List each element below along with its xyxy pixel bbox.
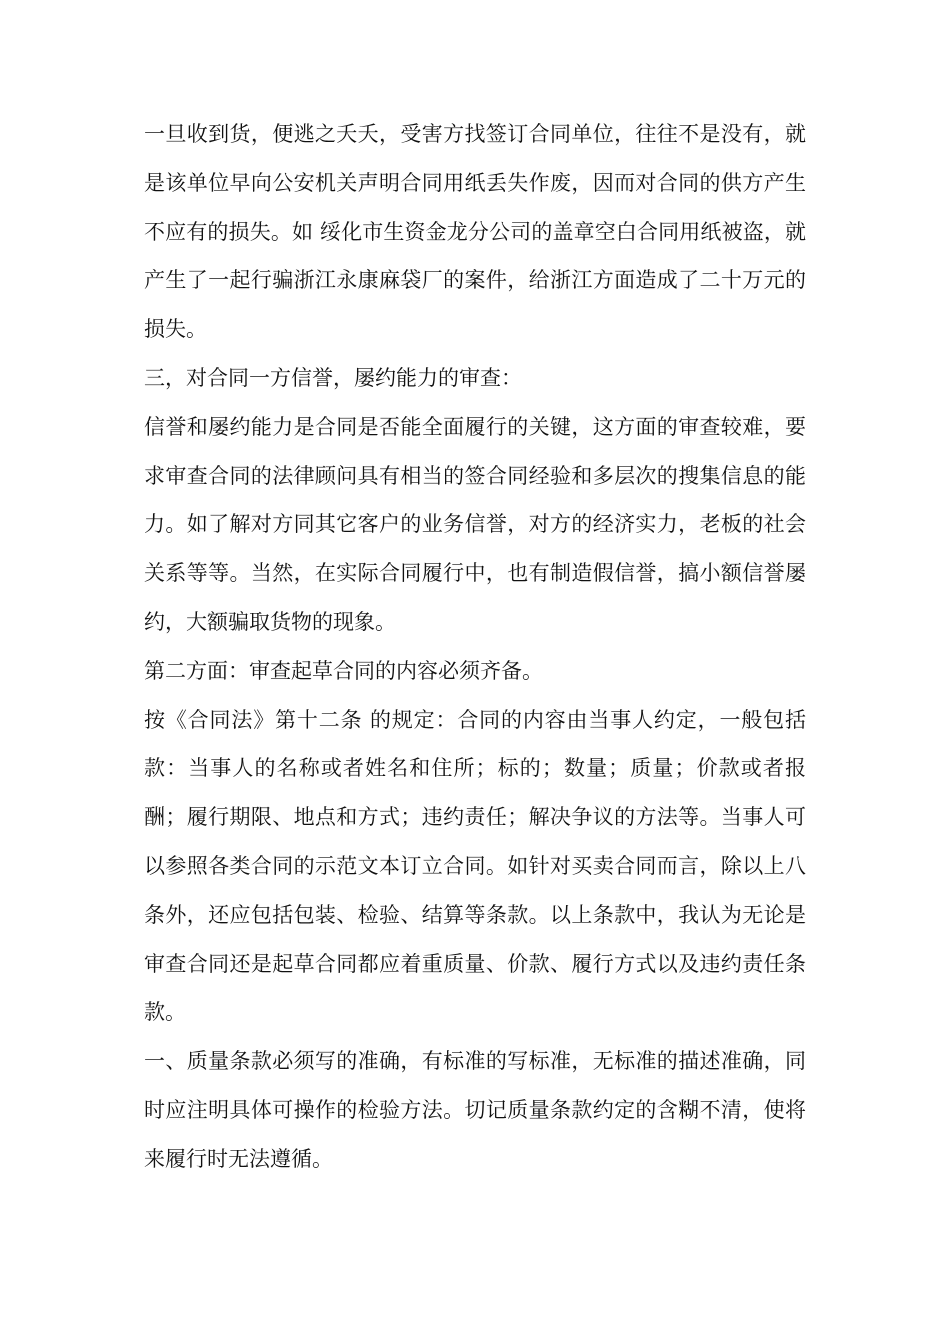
paragraph-quality-clause: 一、质量条款必须写的准确，有标准的写标准，无标准的描述准确，同时应注明具体可操作的检验方法。切记质量条款约定的含糊不清，使将来履行时无法遵循。: [144, 1049, 806, 1171]
paragraph-heading-credit-review: 三，对合同一方信誉，屡约能力的审查：: [144, 365, 522, 390]
paragraph-contract-law-article: 按《合同法》第十二条 的规定：合同的内容由当事人约定，一般包括款：当事人的名称或者姓名和住所；标的；数量；质量；价款或者报酬；履行期限、地点和方式；违约责任；解决争议的方法等。当事人可以参照各类合同的示范文本订立合同。如针对买卖合同而言，除以上八条外，还应包括包装、检验、结算等条款。以上条款中，我认为无论是审查合同还是起草合同都应着重质量、价款、履行方式以及违约责任条款。: [144, 707, 806, 1025]
paragraph-fraud-case: 一旦收到货，便逃之夭夭，受害方找签订合同单位，往往不是没有，就是该单位早向公安机关声明合同用纸丢失作废，因而对合同的供方产生不应有的损失。如 绥化市生资金龙分公司的盖章空白合同用纸被盗，就产生了一起行骗浙江永康麻袋厂的案件，给浙江方面造成了二十万元的损失。: [144, 122, 806, 342]
paragraph-credit-review: 信誉和屡约能力是合同是否能全面履行的关键，这方面的审查较难，要求审查合同的法律顾问具有相当的签合同经验和多层次的搜集信息的能力。如了解对方同其它客户的业务信誉，对方的经济实力，老板的社会关系等等。当然，在实际合同履行中，也有制造假信誉，搞小额信誉屡约，大额骗取货物的现象。: [144, 414, 806, 634]
document-body: [144, 110, 806, 1184]
paragraph-heading-second-aspect: 第二方面：审查起草合同的内容必须齐备。: [144, 658, 543, 683]
